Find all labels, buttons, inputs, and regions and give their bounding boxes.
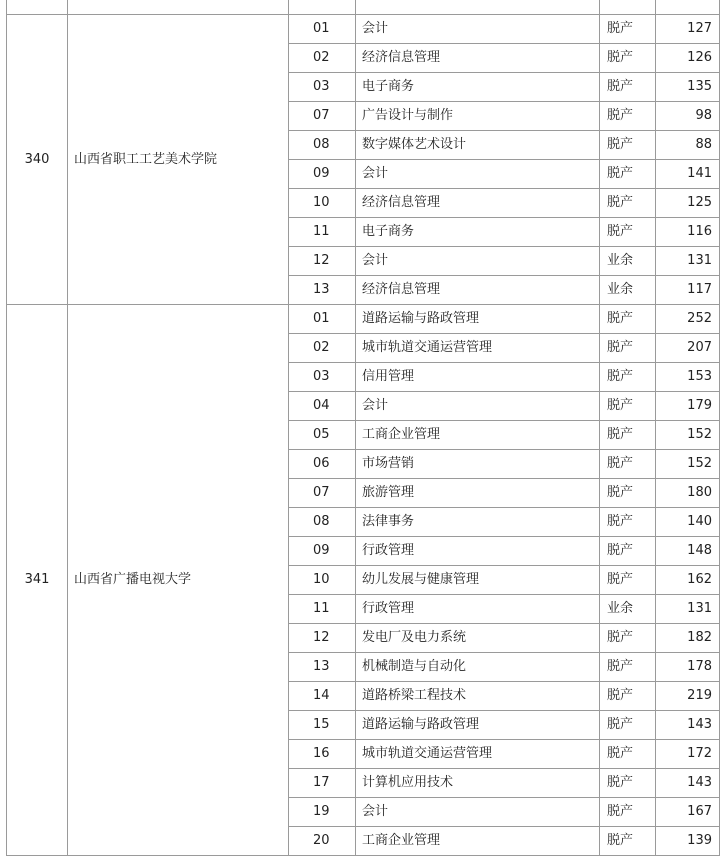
study-mode-cell: 脱产 [600, 798, 656, 827]
enrollment-plan-table [6, 0, 720, 856]
study-mode-cell: 脱产 [600, 44, 656, 73]
major-code-cell: 01 [289, 15, 356, 44]
school-id-cell: 340 [7, 15, 68, 305]
major-code-cell: 03 [289, 363, 356, 392]
major-code-cell: 14 [289, 682, 356, 711]
major-name-cell: 机械制造与自动化 [356, 653, 600, 682]
enrollment-count-cell: 140 [656, 508, 720, 537]
major-name-cell: 城市轨道交通运营管理 [356, 334, 600, 363]
study-mode-cell: 脱产 [600, 160, 656, 189]
study-mode-cell: 脱产 [600, 479, 656, 508]
major-code-cell: 19 [289, 798, 356, 827]
enrollment-count-cell: 207 [656, 334, 720, 363]
major-code-cell: 07 [289, 479, 356, 508]
table-row [7, 15, 720, 44]
enrollment-count-cell: 178 [656, 653, 720, 682]
major-name-cell: 电子商务 [356, 218, 600, 247]
major-code-cell: 02 [289, 334, 356, 363]
major-name-cell: 城市轨道交通运营管理 [356, 740, 600, 769]
study-mode-cell: 脱产 [600, 363, 656, 392]
major-code-cell: 17 [289, 769, 356, 798]
major-name-cell: 行政管理 [356, 595, 600, 624]
major-name-cell: 行政管理 [356, 537, 600, 566]
enrollment-count-cell: 162 [656, 566, 720, 595]
study-mode-cell: 脱产 [600, 189, 656, 218]
major-code-cell: 20 [289, 827, 356, 856]
major-name-cell: 道路运输与路政管理 [356, 305, 600, 334]
major-name-cell: 信用管理 [356, 363, 600, 392]
study-mode-cell: 脱产 [600, 624, 656, 653]
enrollment-count-cell: 127 [656, 15, 720, 44]
top-spacer-row [7, 0, 720, 15]
enrollment-count-cell: 167 [656, 798, 720, 827]
major-name-cell: 法律事务 [356, 508, 600, 537]
major-name-cell: 数字媒体艺术设计 [356, 131, 600, 160]
study-mode-cell: 脱产 [600, 566, 656, 595]
major-name-cell: 会计 [356, 15, 600, 44]
major-code-cell: 12 [289, 624, 356, 653]
major-code-cell: 15 [289, 711, 356, 740]
enrollment-count-cell: 143 [656, 711, 720, 740]
major-code-cell: 10 [289, 189, 356, 218]
major-code-cell: 01 [289, 305, 356, 334]
study-mode-cell: 脱产 [600, 827, 656, 856]
study-mode-cell: 脱产 [600, 682, 656, 711]
major-name-cell: 会计 [356, 160, 600, 189]
study-mode-cell: 脱产 [600, 450, 656, 479]
major-code-cell: 07 [289, 102, 356, 131]
enrollment-count-cell: 126 [656, 44, 720, 73]
major-code-cell: 13 [289, 653, 356, 682]
study-mode-cell: 脱产 [600, 73, 656, 102]
school-id-cell: 341 [7, 305, 68, 856]
enrollment-count-cell: 180 [656, 479, 720, 508]
major-name-cell: 经济信息管理 [356, 189, 600, 218]
enrollment-count-cell: 252 [656, 305, 720, 334]
major-name-cell: 发电厂及电力系统 [356, 624, 600, 653]
study-mode-cell: 脱产 [600, 392, 656, 421]
major-name-cell: 市场营销 [356, 450, 600, 479]
enrollment-count-cell: 148 [656, 537, 720, 566]
enrollment-count-cell: 116 [656, 218, 720, 247]
enrollment-count-cell: 152 [656, 450, 720, 479]
enrollment-count-cell: 98 [656, 102, 720, 131]
study-mode-cell: 脱产 [600, 508, 656, 537]
study-mode-cell: 脱产 [600, 218, 656, 247]
major-name-cell: 电子商务 [356, 73, 600, 102]
major-code-cell: 16 [289, 740, 356, 769]
major-name-cell: 幼儿发展与健康管理 [356, 566, 600, 595]
major-name-cell: 旅游管理 [356, 479, 600, 508]
major-name-cell: 工商企业管理 [356, 421, 600, 450]
enrollment-count-cell: 152 [656, 421, 720, 450]
study-mode-cell: 脱产 [600, 769, 656, 798]
study-mode-cell: 脱产 [600, 711, 656, 740]
table-row [7, 305, 720, 334]
study-mode-cell: 脱产 [600, 537, 656, 566]
major-name-cell: 会计 [356, 798, 600, 827]
major-name-cell: 计算机应用技术 [356, 769, 600, 798]
enrollment-count-cell: 141 [656, 160, 720, 189]
study-mode-cell: 脱产 [600, 131, 656, 160]
major-code-cell: 05 [289, 421, 356, 450]
major-code-cell: 08 [289, 508, 356, 537]
major-code-cell: 08 [289, 131, 356, 160]
major-code-cell: 11 [289, 218, 356, 247]
major-code-cell: 06 [289, 450, 356, 479]
enrollment-count-cell: 125 [656, 189, 720, 218]
study-mode-cell: 脱产 [600, 653, 656, 682]
enrollment-count-cell: 182 [656, 624, 720, 653]
enrollment-count-cell: 131 [656, 247, 720, 276]
study-mode-cell: 脱产 [600, 305, 656, 334]
study-mode-cell: 脱产 [600, 15, 656, 44]
major-name-cell: 经济信息管理 [356, 276, 600, 305]
school-name-cell: 山西省职工工艺美术学院 [68, 15, 289, 305]
study-mode-cell: 业余 [600, 247, 656, 276]
enrollment-count-cell: 139 [656, 827, 720, 856]
major-name-cell: 经济信息管理 [356, 44, 600, 73]
school-name-cell: 山西省广播电视大学 [68, 305, 289, 856]
major-code-cell: 09 [289, 537, 356, 566]
enrollment-count-cell: 143 [656, 769, 720, 798]
major-code-cell: 03 [289, 73, 356, 102]
study-mode-cell: 脱产 [600, 421, 656, 450]
major-code-cell: 11 [289, 595, 356, 624]
enrollment-count-cell: 172 [656, 740, 720, 769]
enrollment-count-cell: 219 [656, 682, 720, 711]
study-mode-cell: 脱产 [600, 334, 656, 363]
major-code-cell: 04 [289, 392, 356, 421]
major-name-cell: 广告设计与制作 [356, 102, 600, 131]
major-code-cell: 12 [289, 247, 356, 276]
major-name-cell: 道路运输与路政管理 [356, 711, 600, 740]
enrollment-count-cell: 153 [656, 363, 720, 392]
study-mode-cell: 脱产 [600, 102, 656, 131]
study-mode-cell: 脱产 [600, 740, 656, 769]
major-code-cell: 10 [289, 566, 356, 595]
major-name-cell: 会计 [356, 247, 600, 276]
enrollment-count-cell: 131 [656, 595, 720, 624]
enrollment-count-cell: 88 [656, 131, 720, 160]
major-code-cell: 13 [289, 276, 356, 305]
study-mode-cell: 业余 [600, 276, 656, 305]
enrollment-count-cell: 117 [656, 276, 720, 305]
major-name-cell: 工商企业管理 [356, 827, 600, 856]
enrollment-count-cell: 179 [656, 392, 720, 421]
major-code-cell: 02 [289, 44, 356, 73]
major-name-cell: 会计 [356, 392, 600, 421]
study-mode-cell: 业余 [600, 595, 656, 624]
enrollment-count-cell: 135 [656, 73, 720, 102]
major-code-cell: 09 [289, 160, 356, 189]
major-name-cell: 道路桥梁工程技术 [356, 682, 600, 711]
